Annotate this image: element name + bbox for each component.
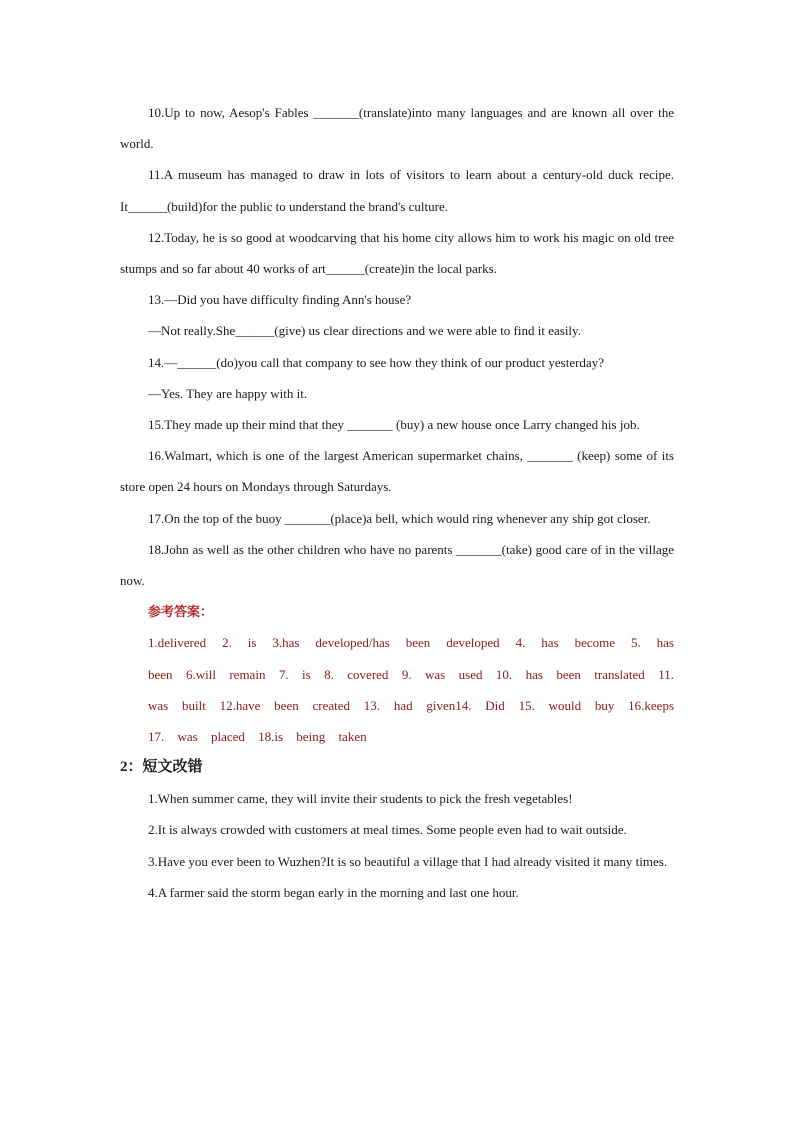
question-text: 10.Up to now, Aesop's Fables _______(translate)into many languages and are known all over the world. bbox=[120, 105, 674, 152]
correction-item: 1.When summer came, they will invite their students to pick the fresh vegetables! bbox=[148, 791, 573, 807]
question-reply: —Not really.She______(give) us clear directions and we were able to find it easily. bbox=[148, 323, 581, 339]
document-content bbox=[120, 97, 674, 908]
question-text: 11.A museum has managed to draw in lots of visitors to learn about a century-old duck recipe. It______(build)for the public to understand the brand's culture. bbox=[120, 167, 674, 214]
question-16 bbox=[120, 440, 674, 502]
section-2 bbox=[120, 752, 674, 908]
correction-item: 2.It is always crowded with customers at meal times. Some people even had to wait outside. bbox=[148, 822, 627, 838]
correction-item: 3.Have you ever been to Wuzhen?It is so beautiful a village that I had already visited it many times. bbox=[148, 853, 668, 869]
question-reply: —Yes. They are happy with it. bbox=[148, 385, 308, 401]
question-text: 16.Walmart, which is one of the largest American supermarket chains, _______ (keep) some of its store open 24 hours on Mondays through Saturdays. bbox=[120, 448, 674, 495]
question-11 bbox=[120, 159, 674, 221]
question-text: 13.—Did you have difficulty finding Ann's house? bbox=[148, 292, 412, 308]
question-text: 17.On the top of the buoy _______(place)a bell, which would ring whenever any ship got closer. bbox=[148, 510, 651, 526]
answer-key bbox=[120, 596, 674, 752]
question-12 bbox=[120, 222, 674, 284]
question-text: 14.—______(do)you call that company to see how they think of our product yesterday? bbox=[148, 354, 604, 370]
question-10 bbox=[120, 97, 674, 159]
correction-item: 4.A farmer said the storm began early in the morning and last one hour. bbox=[148, 884, 519, 900]
section-title: 2：短文改错 bbox=[120, 759, 203, 776]
question-13 bbox=[120, 284, 674, 346]
question-text: 18.John as well as the other children who have no parents _______(take) good care of in the village now. bbox=[120, 541, 674, 589]
answer-key-text: 1.delivered 2. is 3.has developed/has been developed 4. has become 5. has been 6.will remain 7. is 8. covered 9. was used 10. has been translated 11. was built 12.have been created 13. had given14. Did 15. would buy 16.keeps 17. was placed 18.is being taken bbox=[148, 635, 674, 745]
question-text: 15.They made up their mind that they _______ (buy) a new house once Larry changed his job. bbox=[148, 417, 640, 433]
answer-key-title: 参考答案： bbox=[148, 604, 214, 620]
question-text: 12.Today, he is so good at woodcarving that his home city allows him to work his magic on old tree stumps and so far about 40 works of art______(create)in the local parks. bbox=[120, 229, 674, 277]
question-15 bbox=[120, 409, 674, 440]
question-14 bbox=[120, 347, 674, 409]
question-18 bbox=[120, 534, 674, 596]
question-17 bbox=[120, 503, 674, 534]
